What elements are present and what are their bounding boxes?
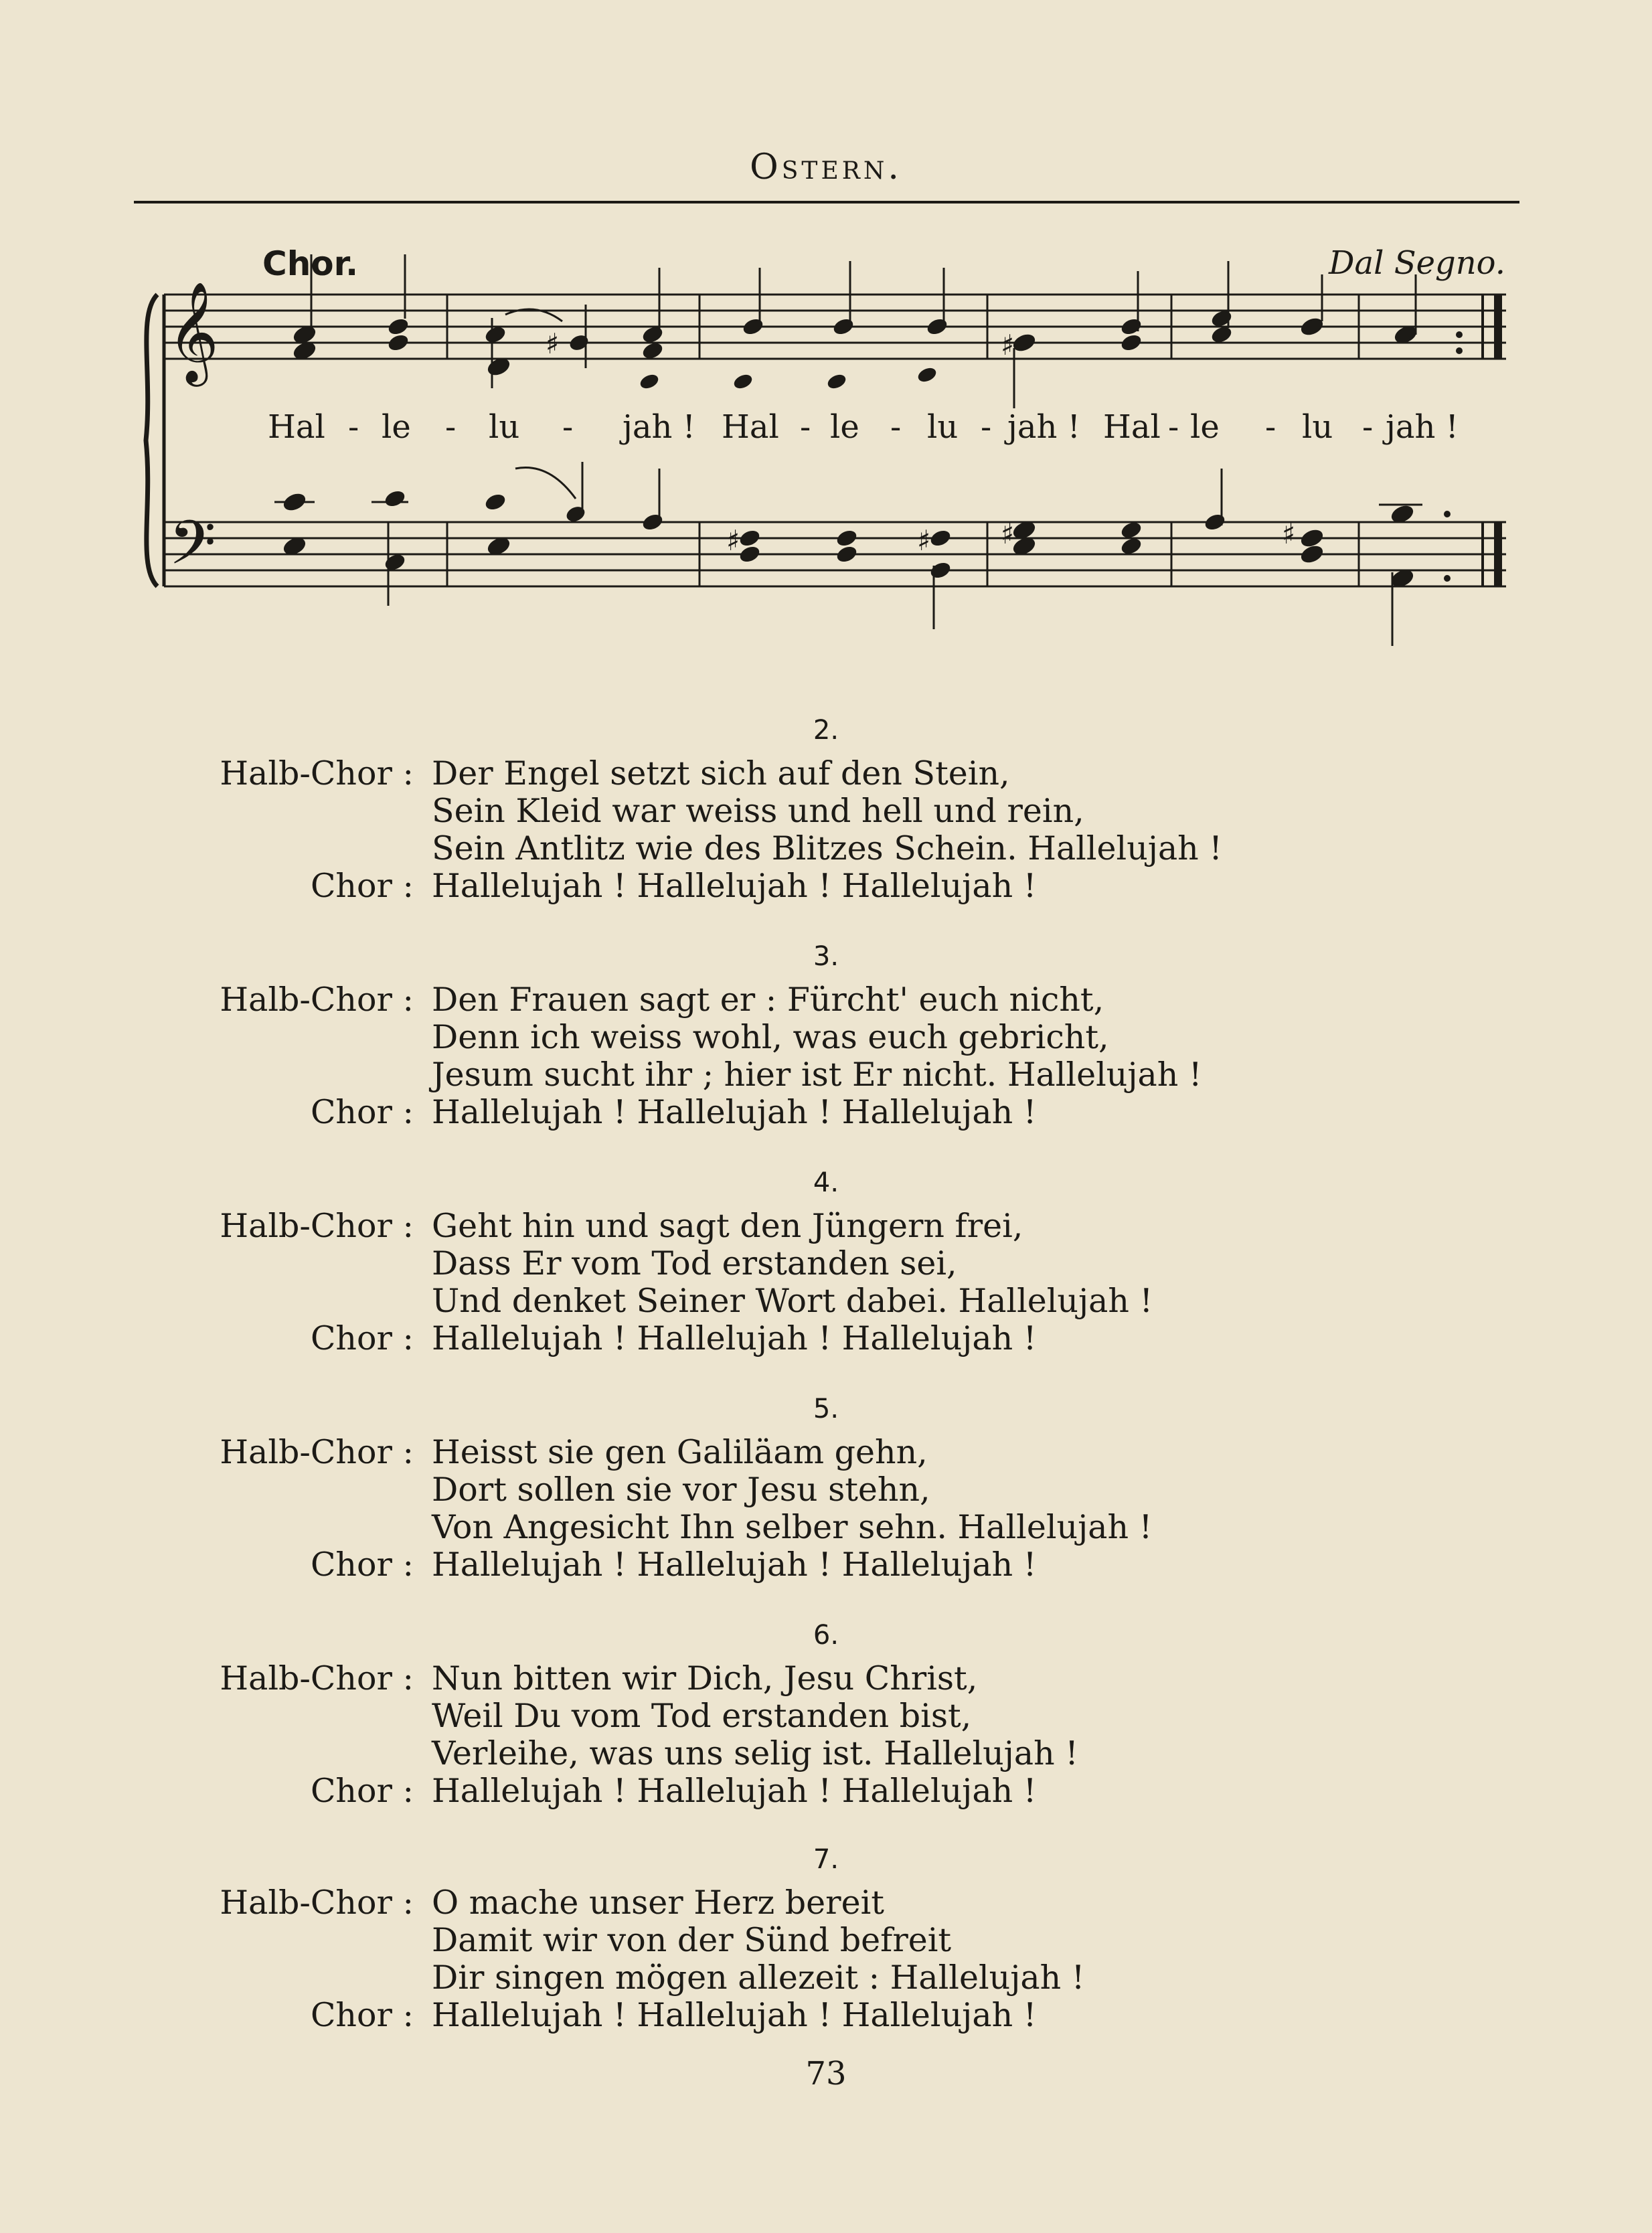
chor-label: Chor : — [310, 1772, 414, 1810]
chor-line: Hallelujah ! Hallelujah ! Hallelujah ! — [432, 1772, 1037, 1810]
halb-chor-label: Halb-Chor : — [220, 1433, 414, 1471]
stanza-line: Sein Kleid war weiss und hell und rein, — [432, 792, 1084, 830]
stanza-number: 7. — [813, 1844, 839, 1875]
stanza-line: Sein Antlitz wie des Blitzes Schein. Hallelujah ! — [432, 829, 1222, 867]
ledger-lines — [274, 502, 1422, 505]
lyric-syllable: lu — [489, 408, 520, 446]
lyric-syllable: le — [830, 408, 859, 446]
lyric-syllable: Hal — [1103, 408, 1161, 446]
stanza-number: 2. — [813, 715, 839, 746]
lyric-syllable: - — [562, 408, 574, 446]
chor-label: Chor : — [310, 1093, 414, 1131]
stanza-number: 4. — [813, 1167, 839, 1198]
running-header: Ostern. — [750, 147, 902, 187]
stanza-line: Der Engel setzt sich auf den Stein, — [432, 754, 1010, 793]
lyric-syllable: lu — [1302, 408, 1333, 446]
stanza-line: Und denket Seiner Wort dabei. Hallelujah ! — [432, 1282, 1153, 1320]
stanza-line: Geht hin und sagt den Jüngern frei, — [432, 1207, 1023, 1245]
chor-line: Hallelujah ! Hallelujah ! Hallelujah ! — [432, 867, 1037, 905]
svg-text:♯: ♯ — [917, 524, 931, 557]
lyric-syllable: - — [348, 408, 359, 446]
svg-text:♯: ♯ — [546, 327, 560, 360]
stanza-line: Dir singen mögen allezeit : Hallelujah ! — [432, 1959, 1085, 1997]
stanza-line: Damit wir von der Sünd befreit — [432, 1921, 952, 1959]
lyric-syllable: - — [1362, 408, 1374, 446]
halb-chor-label: Halb-Chor : — [220, 1884, 414, 1922]
lyric-syllable: Hal — [268, 408, 325, 446]
halb-chor-label: Halb-Chor : — [220, 754, 414, 793]
chor-line: Hallelujah ! Hallelujah ! Hallelujah ! — [432, 1996, 1037, 2034]
augmentation-dot — [1444, 511, 1451, 517]
svg-text:♯: ♯ — [1282, 517, 1296, 550]
svg-text:♯: ♯ — [726, 524, 740, 557]
lyric-syllable: - — [981, 408, 992, 446]
lyric-syllable: jah ! — [1386, 408, 1459, 446]
svg-text:♯: ♯ — [1001, 517, 1015, 550]
stanza-line: Heisst sie gen Galiläam gehn, — [432, 1433, 928, 1471]
treble-clef: 𝄞 — [167, 280, 219, 382]
chor-label: Chor : — [310, 1996, 414, 2034]
halb-chor-label: Halb-Chor : — [220, 1207, 414, 1245]
chor-mark: Chor. — [262, 244, 359, 283]
lyric-syllable: Hal — [722, 408, 779, 446]
augmentation-dot — [1444, 575, 1451, 582]
halb-chor-label: Halb-Chor : — [220, 981, 414, 1019]
lyric-syllable: jah ! — [1007, 408, 1080, 446]
stanza-line: Verleihe, was uns selig ist. Hallelujah ! — [432, 1734, 1078, 1772]
stanza-line: Nun bitten wir Dich, Jesu Christ, — [432, 1659, 978, 1698]
stanza-line: Weil Du vom Tod erstanden bist, — [432, 1697, 972, 1735]
stanza-line: Von Angesicht Ihn selber sehn. Hallelujah ! — [432, 1508, 1153, 1546]
treble-lower-notes — [639, 365, 938, 391]
chor-label: Chor : — [310, 1319, 414, 1357]
stanza-number: 3. — [813, 941, 839, 972]
halb-chor-label: Halb-Chor : — [220, 1659, 414, 1698]
lyric-syllable: - — [1265, 408, 1276, 446]
stanza-line: Denn ich weiss wohl, was euch gebricht, — [432, 1018, 1109, 1056]
lyric-syllable: le — [1190, 408, 1220, 446]
final-barline — [1483, 295, 1498, 586]
lyric-syllable: jah ! — [623, 408, 695, 446]
stanza-line: Jesum sucht ihr ; hier ist Er nicht. Hallelujah ! — [432, 1056, 1202, 1094]
lyric-syllable: - — [800, 408, 811, 446]
slur — [515, 467, 576, 499]
chor-line: Hallelujah ! Hallelujah ! Hallelujah ! — [432, 1546, 1037, 1584]
bass-clef: 𝄢 — [169, 507, 216, 593]
repeat-dot — [1456, 331, 1463, 338]
dal-segno-mark: Dal Segno. — [1329, 244, 1505, 282]
page-number: 73 — [805, 2055, 847, 2092]
svg-text:♯: ♯ — [1001, 329, 1015, 361]
chor-label: Chor : — [310, 867, 414, 905]
repeat-dot — [1456, 347, 1463, 354]
stanza-line: O mache unser Herz bereit — [432, 1884, 884, 1922]
brace — [146, 295, 157, 586]
lyric-syllable: - — [890, 408, 902, 446]
stanza-number: 5. — [813, 1394, 839, 1424]
lyric-syllable: lu — [927, 408, 959, 446]
chor-line: Hallelujah ! Hallelujah ! Hallelujah ! — [432, 1319, 1037, 1357]
lyric-syllable: - — [445, 408, 457, 446]
stanza-line: Dass Er vom Tod erstanden sei, — [432, 1244, 957, 1283]
chor-line: Hallelujah ! Hallelujah ! Hallelujah ! — [432, 1093, 1037, 1131]
chor-label: Chor : — [310, 1546, 414, 1584]
lyric-syllable: - — [1168, 408, 1179, 446]
lyric-syllable: le — [382, 408, 411, 446]
stanza-number: 6. — [813, 1620, 839, 1651]
stanza-line: Den Frauen sagt er : Fürcht' euch nicht, — [432, 981, 1104, 1019]
music-score — [0, 0, 1652, 669]
stanza-line: Dort sollen sie vor Jesu stehn, — [432, 1471, 930, 1509]
